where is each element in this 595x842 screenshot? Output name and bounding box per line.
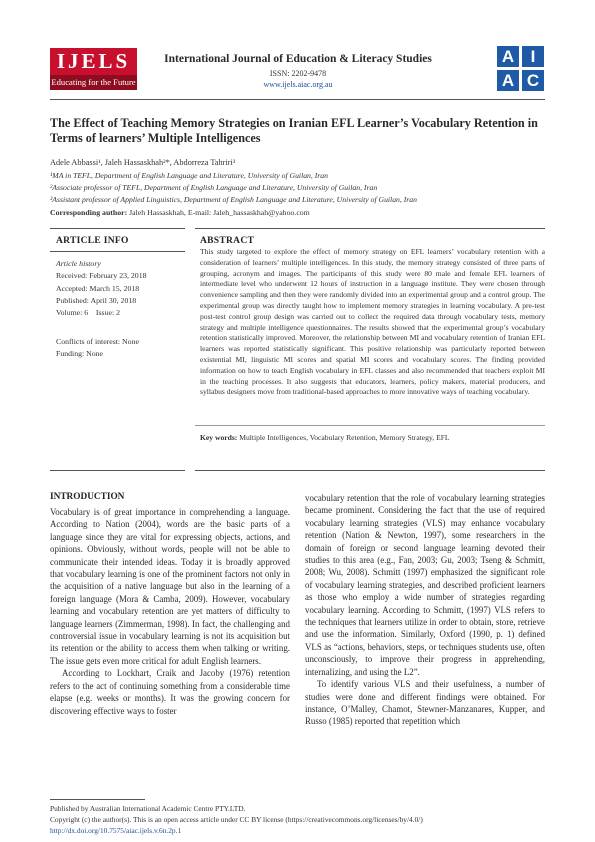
header-divider — [50, 99, 545, 100]
aiac-logo — [497, 46, 545, 92]
abstract-keywords-divider — [195, 425, 545, 426]
corresponding-author-details: Jaleh Hassaskhah, E-mail: Jaleh_hassaskhah@yahoo.com — [127, 208, 310, 217]
keywords-list: Multiple Intelligences, Vocabulary Retention, Memory Strategy, EFL — [237, 433, 450, 442]
affiliation-2: ²Associate professor of TEFL, Department of English Language and Literature, University of Guilan, Iran — [50, 183, 378, 192]
funding: Funding: None — [56, 349, 103, 358]
body-paragraph: According to Lockhart, Craik and Jacoby (1976) retention refers to the act of continuing something from a considerable time elapse (e.g. weeks or months). It was the growing concern for discovering effective ways to foster — [50, 668, 290, 716]
journal-title: International Journal of Education & Literacy Studies — [164, 53, 432, 65]
abstract-top-rule — [195, 228, 545, 229]
ijels-logo-tagline: Educating for the Future — [50, 75, 137, 90]
ijels-logo-text: IJELS — [56, 49, 131, 73]
aiac-logo-letter: A — [497, 46, 519, 67]
aiac-logo-letter: C — [522, 70, 544, 91]
conflicts-of-interest: Conflicts of interest: None — [56, 337, 139, 346]
footer-rule — [50, 799, 145, 800]
keywords-label: Key words: — [200, 433, 238, 442]
journal-url-link[interactable]: www.ijels.aiac.org.au — [263, 80, 333, 89]
corresponding-author-label: Corresponding author: — [50, 208, 128, 217]
article-info-top-rule — [50, 228, 185, 229]
doi-link[interactable]: http://dx.doi.org/10.7575/aiac.ijels.v.6n.2p.1 — [50, 826, 182, 835]
introduction-heading: INTRODUCTION — [50, 492, 125, 502]
abstract-heading: ABSTRACT — [200, 236, 255, 246]
aiac-logo-letter: A — [497, 70, 519, 91]
author-list: Adele Abbassi¹, Jaleh Hassaskhah²*, Abdorreza Tahriri³ — [50, 158, 236, 167]
abstract-bottom-rule — [195, 470, 545, 471]
keywords — [200, 433, 545, 442]
volume-issue: Volume: 6 Issue: 2 — [56, 308, 120, 317]
body-paragraph: Vocabulary is of great importance in comprehending a language. According to Nation (2004), words are the basic parts of a language since they are vital for expressing objects, actions, and opinions. Obviously, without words, people will not be able to communicate their intended ideas. Today it is broadly approved that vocabulary learning is one of the prominent factors not only in the acquisition of a native language but also in the learning of a foreign language (Mora & Camba, 2009). However, vocabulary learning and vocabulary retention are yet matters of difficulty to language learners (Zimmerman, 1998). In fact, the challenging and controversial issue in vocabulary learning is not its acquisition but its retention or the ability to access them when talking or writing. The issue gets even more critical for adult English learners. — [50, 507, 290, 666]
body-left-column — [50, 506, 290, 717]
aiac-logo-letter: I — [522, 46, 544, 67]
body-right-column — [305, 492, 545, 728]
date-published: Published: April 30, 2018 — [56, 296, 137, 305]
footer-copyright: Copyright (c) the author(s). This is an open access article under CC BY license (https://creativecommons.org/licenses/by/4.0/) — [50, 815, 423, 824]
corresponding-author — [50, 208, 310, 217]
paper-title: The Effect of Teaching Memory Strategies on Iranian EFL Learner’s Vocabulary Retention in Terms of learners’ Multiple Intelligences — [50, 116, 538, 145]
footer-publisher: Published by Australian International Academic Centre PTY.LTD. — [50, 804, 246, 813]
date-received: Received: February 23, 2018 — [56, 271, 147, 280]
abstract-text: This study targeted to explore the effect of memory strategy on EFL learners’ vocabulary retention with a consideration of learners’ multiple intelligences. In this study, the memory strategy consisted of three parts of grouping, acronym and images. The participants of this study were 80 male and female EFL learners of intermediate level who underwent 12 hours of instruction in a language institute. They were chosen through convenience sampling and then they were randomly divided into an experimental group and a control group. The experimental group was directly taught how to implement memory strategies in learning vocabulary. A pre-test post-test control group design was carried out to collect the required data through vocabulary tests, memory strategy and multiple intelligence questionnaires. The results showed that the experimental group’s vocabulary retention statistically improved. Moreover, the relationship between MI and vocabulary retention of Iranian EFL learners was reported statistically significant. This positive relationship was particularly reported between existential MI, linguistic MI scores and spatial MI scores and vocabulary scores. The finding provided information on how to teach English vocabulary in EFL classes and also recommended that teachers exploit MI in the teaching processes. It also suggests that educators, learners, policy makers, material producers, and syllabus designers move from traditional-based approaches to more innovative ways of teaching vocabulary. — [200, 247, 545, 397]
body-paragraph: vocabulary retention that the role of vocabulary learning strategies became prominent. Considering the fact that the use of required vocabulary learning strategies (VLS) may enhance vocabulary retention (Nation & Newton, 1997), some researchers in the domain of foreign or second language learning devoted their studies to this area (e.g., Fan, 2003; Gu, 2003; Tseng & Schmitt, 2008; Wu, 2008). Schmitt (1997) emphasized the significant role of vocabulary learning strategies, and described proficient learners as those who employ a wide number of strategies regarding vocabulary learning. According to Schmitt, (1997) VLS refers to the techniques that learners utilize in order to obtain, store, retrieve and use the information. Similarly, Oxford (1990, p. 1) defined VLS as “actions, behaviors, steps, or techniques students use, often unconsciously, to improve their progress in apprehending, internalizing, and using the L2”. — [305, 493, 545, 677]
ijels-logo — [50, 48, 137, 90]
journal-issn: ISSN: 2202-9478 — [269, 69, 327, 78]
article-info-bottom-rule — [50, 470, 185, 471]
body-paragraph: To identify various VLS and their usefulness, a number of studies were done and different findings were obtained. For instance, O’Malley, Chamot, Stewner-Manzanares, Kupper, and Russo (1985) reported that repetition which — [305, 679, 545, 727]
article-history-label: Article history — [56, 259, 101, 268]
affiliation-3: ³Assistant professor of Applied Linguistics, Department of English Language and Literature, University of Guilan, Iran — [50, 195, 417, 204]
date-accepted: Accepted: March 15, 2018 — [56, 284, 140, 293]
article-info-heading-rule — [50, 251, 185, 252]
article-info-heading: ARTICLE INFO — [56, 236, 129, 246]
affiliation-1: ¹MA in TEFL, Department of English Language and Literature, University of Guilan, Iran — [50, 171, 328, 180]
